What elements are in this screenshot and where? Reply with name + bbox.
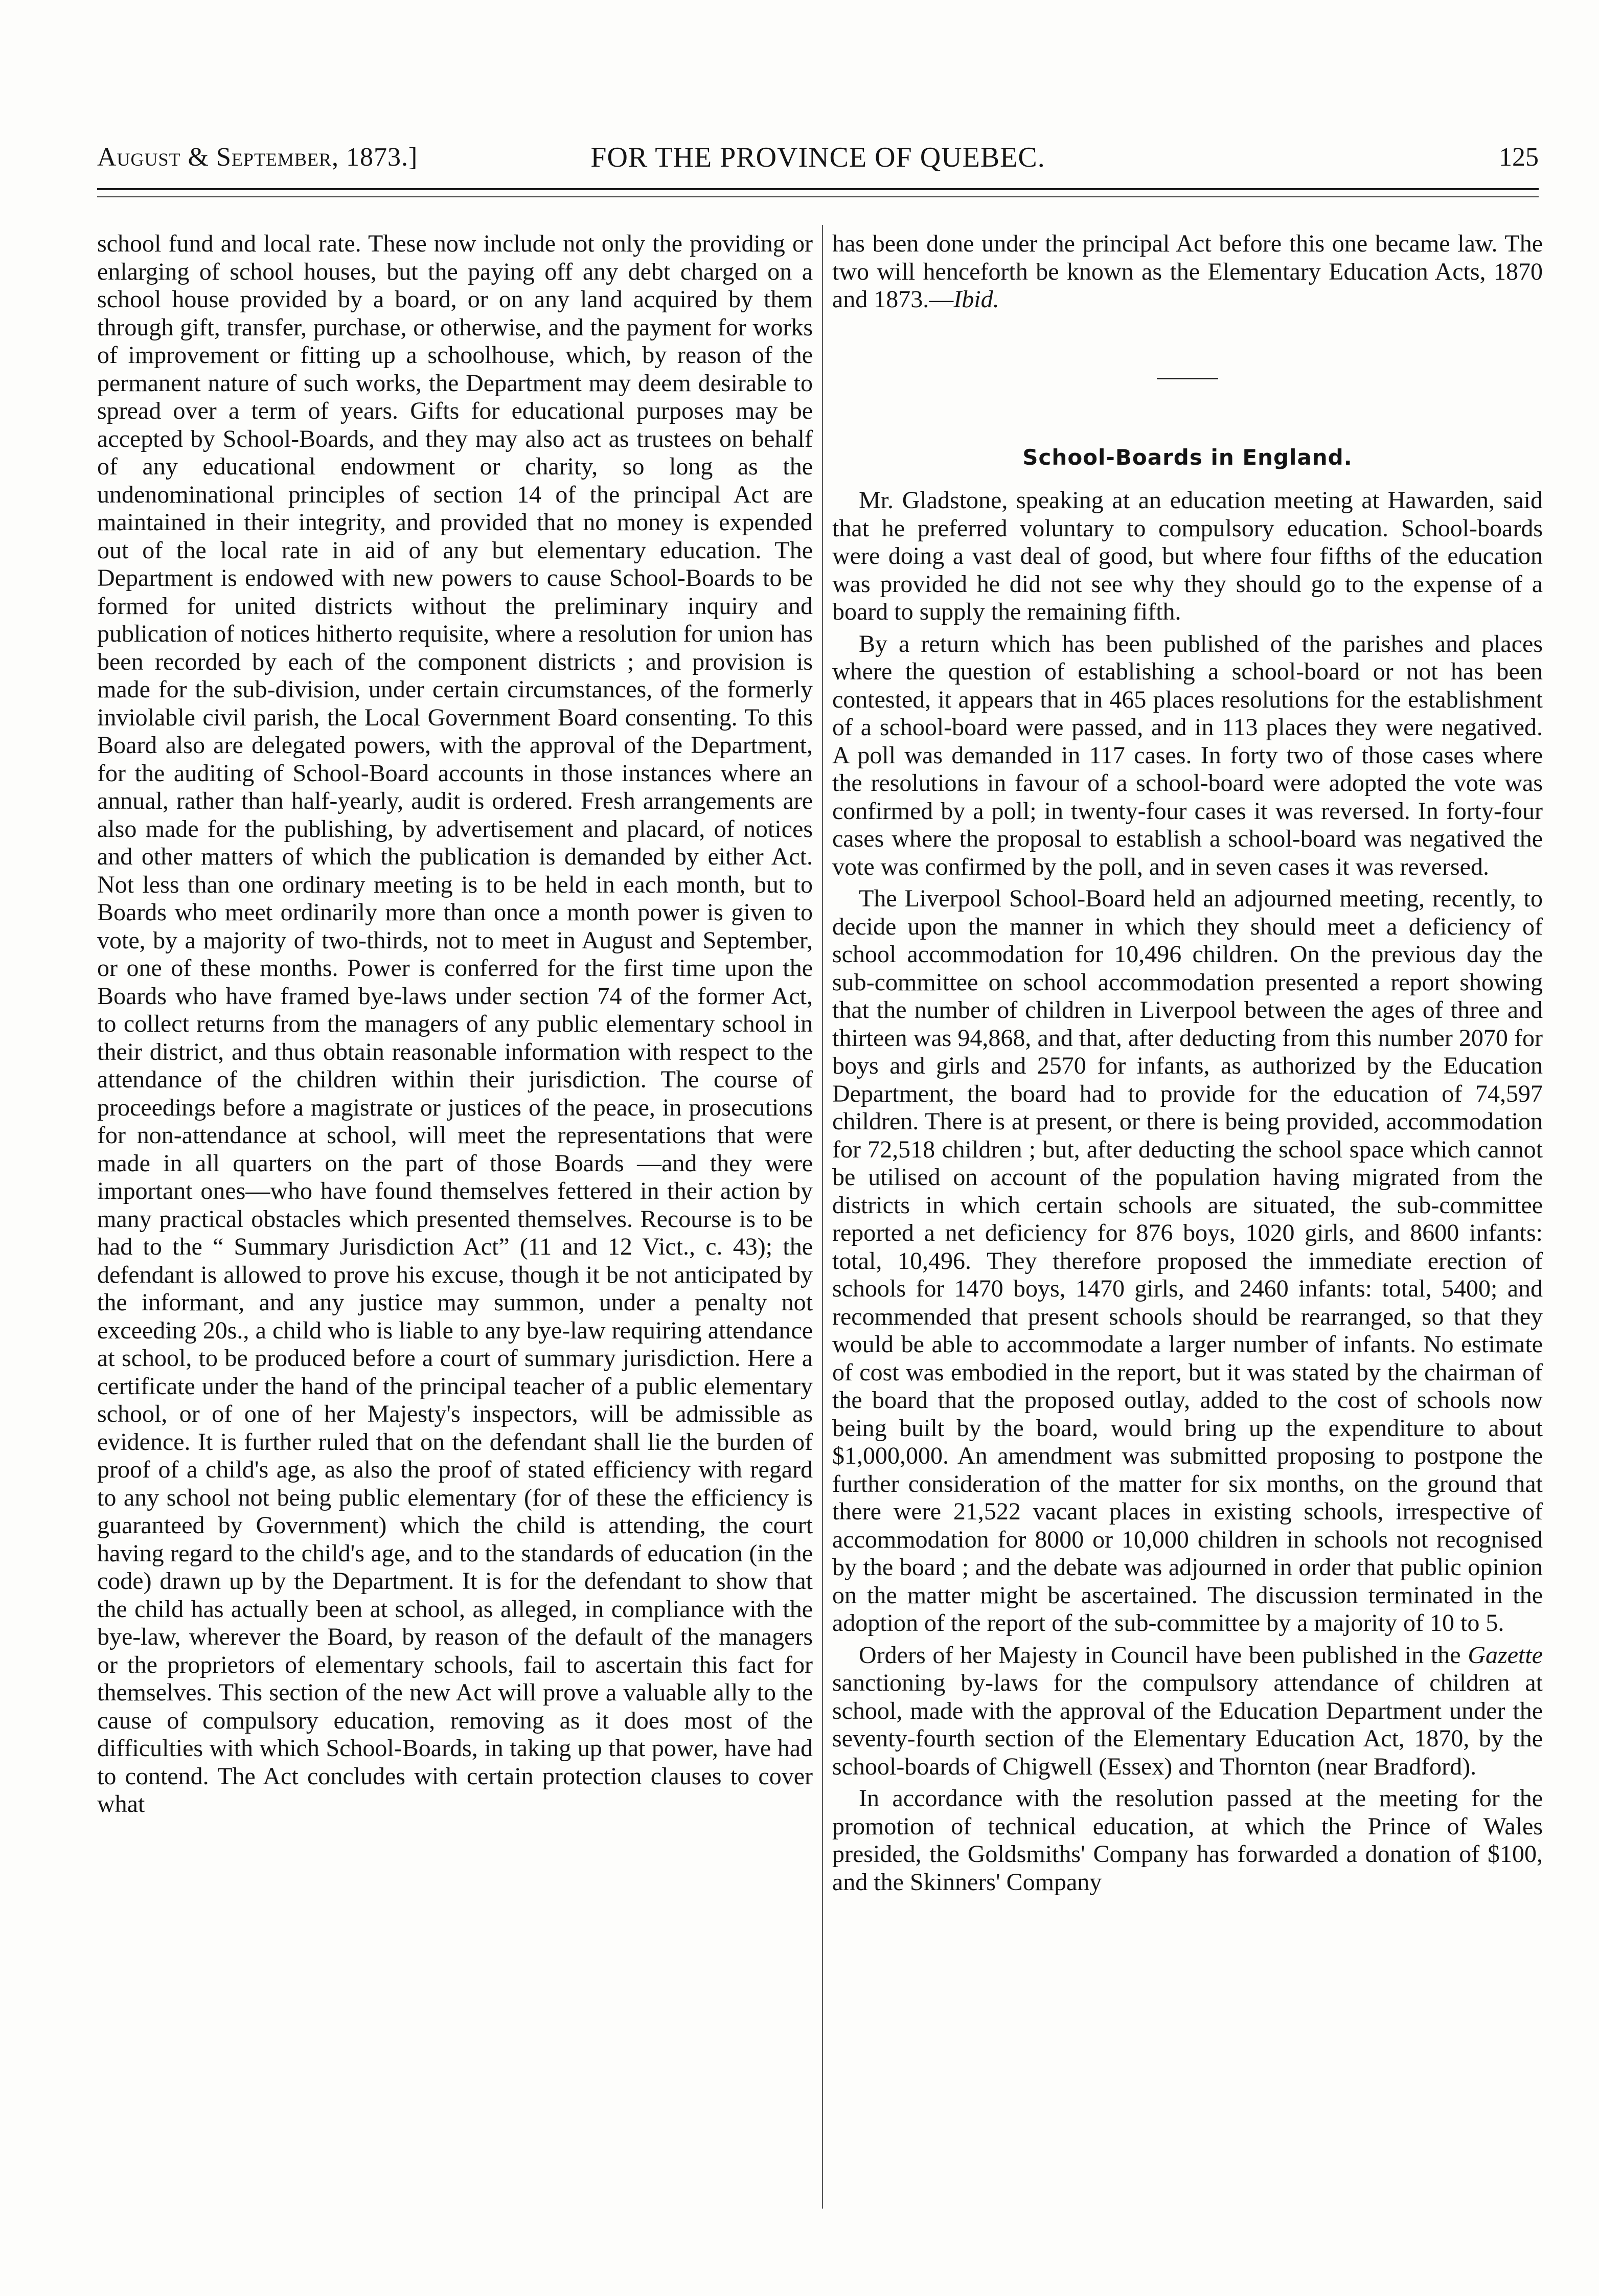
paragraph-liverpool: The Liverpool School-Board held an adjourned meeting, recently, to decide upon the manner in which they should meet a deficiency of school accommodation for 10,496 children. On the previous day the sub-committee on school accommodation presented a report showing that the number of children in Liverpool between the ages of three and thirteen was 94,868, and that, after deducting from this number 2070 for boys and girls and 2570 for infants, as authorized by the Education Department, the board had to provide for the education of 74,597 children. There is at present, or there is being provided, accommodation for 72,518 children ; but, after deducting the school space which cannot be utilised on account of the population having migrated from the districts in which certain schools are situated, the sub-committee reported a net deficiency for 876 boys, 1020 girls, and 8600 infants: total, 10,496. They therefore proposed the immediate erection of schools for 1470 boys, 1470 girls, and 2460 infants: total, 5400; and recommended that present schools should be rearranged, so that they would be able to accommodate a larger number of infants. No estimate of cost was embodied in the report, but it was stated by the chairman of the board that the proposed outlay, added to the cost of schools now being built by the board, would bring up the expenditure to about $1,000,000. An amendment was submitted proposing to postpone the further consideration of the matter for six months, on the ground that there were 21,522 vacant places in existing schools, irrespective of accommodation for 8000 or 10,000 children in schools not recognised by the board ; and the debate was adjourned in order that public opinion on the matter might be ascertained. The discussion terminated in the adoption of the report of the sub-committee by a majority of 10 to 5. [832, 885, 1543, 1636]
paragraph-gazette [832, 1642, 1543, 1781]
gazette-italic: Gazette [1468, 1641, 1543, 1669]
gazette-before: Orders of her Majesty in Council have been published in the [859, 1641, 1468, 1669]
header-rule-secondary [97, 196, 1539, 197]
running-header [97, 137, 1539, 178]
intro-source: Ibid. [953, 286, 999, 313]
gazette-after: sanctioning by-laws for the compulsory attendance of children at school, made with the approval of the Education Department under the seventy-fourth section of the Elementary Education Act, 1870, by the school-boards of Chigwell (Essex) and Thornton (near Bradford). [832, 1669, 1543, 1780]
intro-paragraph [832, 230, 1543, 314]
paragraph-return: By a return which has been published of the parishes and places where the question of establishing a school-board or not has been contested, it appears that in 465 places resolutions for the establishment of a school-board were passed, and in 113 places they were negatived. A poll was demanded in 117 cases. In forty two of those cases where the resolutions in favour of a school-board were adopted the vote was confirmed by a poll; in twenty-four cases it was reversed. In forty-four cases where the proposal to establish a school-board was negatived the vote was confirmed by the poll, and in seven cases it was reversed. [832, 630, 1543, 880]
section-separator [1157, 378, 1218, 379]
header-date: August & September, 1873.] [97, 143, 418, 172]
left-column-text: school fund and local rate. These now include not only the providing or enlarging of school houses, but the paying off any debt charged on a school house provided by a board, or on any land acquired by them through gift, transfer, purchase, or otherwise, and the payment for works of improvement or fitting up a schoolhouse, which, by reason of the permanent nature of such works, the Department may deem desirable to spread over a term of years. Gifts for educational purposes may be accepted by School-Boards, and they may also act as trustees on behalf of any educational endowment or charity, so long as the undenominational principles of section 14 of the principal Act are maintained in their integrity, and provided that no money is expended out of the local rate in aid of any but elementary education. The Department is endowed with new powers to cause School-Boards to be formed for united districts without the preliminary inquiry and publication of notices hitherto requisite, where a resolution for union has been recorded by each of the component districts ; and provision is made for the sub-division, under certain circumstances, of the formerly inviolable civil parish, the Local Government Board consenting. To this Board also are delegated powers, with the approval of the Department, for the auditing of School-Board accounts in those instances where an annual, rather than half-yearly, audit is ordered. Fresh arrangements are also made for the publishing, by advertisement and placard, of notices and other matters of which the publication is demanded by either Act. Not less than one ordinary meeting is to be held in each month, but to Boards who meet ordinarily more than once a month power is given to vote, by a majority of two-thirds, not to meet in August and September, or one of these months. Power is conferred for the first time upon the Boards who have framed bye-laws under section 74 of the former Act, to collect returns from the managers of any public elementary school in their district, and thus obtain reasonable information with respect to the attendance of the children within their jurisdiction. The course of proceedings before a magistrate or justices of the peace, in prosecutions for non-attendance at school, will meet the representations that were made in all quarters on the part of those Boards —and they were important ones—who have found themselves fettered in their action by many practical obstacles which presented themselves. Recourse is to be had to the “ Summary Jurisdiction Act” (11 and 12 Vict., c. 43); the defendant is allowed to prove his excuse, though it be not anticipated by the informant, and any justice may summon, under a penalty not exceeding 20s., a child who is liable to any bye-law requiring attendance at school, to be produced before a court of summary jurisdiction. Here a certificate under the hand of the principal teacher of a public elementary school, or of one of her Majesty's inspectors, will be admissible as evidence. It is further ruled that on the defendant shall lie the burden of proof of a child's age, as also the proof of stated efficiency with regard to any school not being public elementary (for of these the efficiency is guaranteed by Government) which the child is attending, the court having regard to the child's age, and to the standards of education (in the code) drawn up by the Department. It is for the defendant to show that the child has actually been at school, as alleged, in compliance with the bye-law, wherever the Board, by reason of the default of the managers or the proprietors of elementary schools, fail to ascertain this fact for themselves. This section of the new Act will prove a valuable ally to the cause of compulsory education, removing as it does most of the difficulties with which School-Boards, in taking up that power, have had to contend. The Act concludes with certain protection clauses to cover what [97, 230, 813, 1817]
intro-text: has been done under the principal Act before this one became law. The two will henceforth be known as the Elementary Education Acts, 1870 and 1873.— [832, 230, 1543, 313]
paragraph-technical-education: In accordance with the resolution passed at the meeting for the promotion of technical education, at which the Prince of Wales presided, the Goldsmiths' Company has forwarded a donation of $100, and the Skinners' Company [832, 1785, 1543, 1896]
section-title: School-Boards in England. [1022, 444, 1353, 470]
header-rule [97, 188, 1539, 190]
left-column [97, 230, 813, 2214]
header-title: FOR THE PROVINCE OF QUEBEC. [590, 142, 1045, 173]
paragraph-gladstone: Mr. Gladstone, speaking at an education meeting at Hawarden, said that he preferred voluntary to compulsory education. School-boards were doing a vast deal of good, but where four fifths of the education was provided he did not see why they should go to the expense of a board to supply the remaining fifth. [832, 487, 1543, 625]
right-column [832, 230, 1543, 2214]
column-divider [822, 225, 823, 2209]
page-number: 125 [1499, 143, 1539, 172]
